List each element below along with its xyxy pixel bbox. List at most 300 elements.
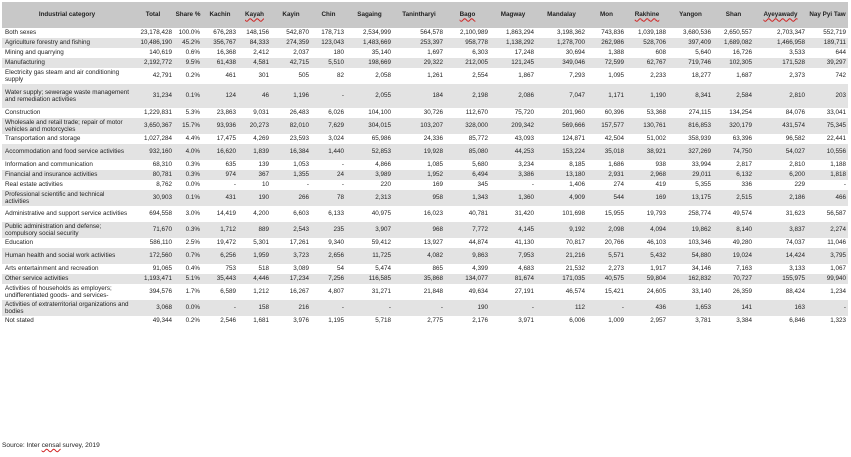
column-header-label: Mon (600, 11, 613, 19)
value-cell: 753 (202, 264, 238, 274)
value-cell: 1,229,831 (132, 108, 174, 118)
value-cell: - (587, 300, 626, 316)
value-cell: 635 (202, 160, 238, 170)
value-cell: 2,656 (311, 248, 346, 264)
value-cell: 528,706 (626, 38, 668, 48)
value-cell: 320,179 (713, 118, 754, 134)
column-header-label: Rakhine (634, 11, 660, 19)
value-cell: 46,574 (536, 284, 587, 300)
value-cell: 71,670 (132, 222, 174, 238)
value-cell: 54,027 (754, 144, 807, 160)
value-cell: 3,989 (346, 170, 393, 180)
column-header-label: Yangon (679, 11, 702, 19)
value-cell: 358,939 (668, 134, 713, 144)
value-cell: 1,278,700 (536, 38, 587, 48)
value-cell: 16,023 (393, 206, 445, 222)
value-cell: 158 (238, 300, 271, 316)
value-cell: 103,207 (393, 118, 445, 134)
value-cell: 1,697 (393, 48, 445, 58)
value-cell: 4,807 (311, 284, 346, 300)
table-row (2, 118, 848, 134)
column-header-label: Sagaing (357, 11, 382, 19)
value-cell: 2,086 (490, 84, 536, 108)
value-cell: 2,373 (754, 68, 807, 84)
value-cell: 9.5% (174, 58, 202, 68)
value-cell: 3,781 (668, 316, 713, 326)
column-header-label: Nay Pyi Taw (809, 11, 846, 19)
value-cell: 31,234 (132, 84, 174, 108)
value-cell: 5,301 (238, 238, 271, 248)
value-cell: 10,556 (807, 144, 848, 160)
value-cell: 189,711 (807, 38, 848, 48)
value-cell: 3,650,367 (132, 118, 174, 134)
value-cell: 2,412 (238, 48, 271, 58)
value-cell: 41,130 (490, 238, 536, 248)
value-cell: 9,192 (536, 222, 587, 238)
value-cell: 68,310 (132, 160, 174, 170)
column-header-label: Chin (321, 11, 336, 19)
column-header (393, 2, 445, 28)
value-cell: 85,080 (445, 144, 490, 160)
value-cell: 743,836 (587, 28, 626, 38)
column-header-label: Ayeyawady (763, 11, 798, 19)
value-cell: 212,005 (445, 58, 490, 68)
value-cell: 171,035 (536, 274, 587, 284)
table-row (2, 190, 848, 206)
value-cell: 3,384 (713, 316, 754, 326)
table-row (2, 108, 848, 118)
value-cell: 2,198 (445, 84, 490, 108)
value-cell: 1,009 (587, 316, 626, 326)
table-row (2, 316, 848, 326)
value-cell: 101,698 (536, 206, 587, 222)
value-cell: 33,140 (668, 284, 713, 300)
value-cell: 9,031 (238, 108, 271, 118)
value-cell: 124 (202, 84, 238, 108)
value-cell: 569,666 (536, 118, 587, 134)
value-cell: 356,767 (202, 38, 238, 48)
value-cell: 8,140 (713, 222, 754, 238)
value-cell: 7,772 (445, 222, 490, 238)
column-header (754, 2, 807, 28)
value-cell: 2,810 (754, 84, 807, 108)
value-cell: 552,719 (807, 28, 848, 38)
value-cell: 2,192,772 (132, 58, 174, 68)
value-cell: 26,359 (713, 284, 754, 300)
value-cell: 2,515 (713, 190, 754, 206)
value-cell: 1,952 (393, 170, 445, 180)
value-cell: 13,175 (668, 190, 713, 206)
value-cell: 1,839 (238, 144, 271, 160)
value-cell: 1,095 (587, 68, 626, 84)
value-cell: 63,396 (713, 134, 754, 144)
value-cell: 4,399 (445, 264, 490, 274)
column-header-label: Kachin (209, 11, 231, 19)
value-cell: - (311, 84, 346, 108)
value-cell: 65,986 (346, 134, 393, 144)
value-cell: 7,953 (490, 248, 536, 264)
value-cell: 171,528 (754, 58, 807, 68)
value-cell: 42,504 (587, 134, 626, 144)
value-cell: 201,960 (536, 108, 587, 118)
value-cell: 49,574 (713, 206, 754, 222)
value-cell: 155,975 (754, 274, 807, 284)
value-cell: 24,336 (393, 134, 445, 144)
value-cell: 35,140 (346, 48, 393, 58)
value-cell: 112 (536, 300, 587, 316)
value-cell: 3,133 (754, 264, 807, 274)
value-cell: 190 (238, 190, 271, 206)
value-cell: 5,474 (346, 264, 393, 274)
value-cell: 6,494 (445, 170, 490, 180)
value-cell: 4.0% (174, 144, 202, 160)
value-cell: 6,200 (754, 170, 807, 180)
table-row (2, 170, 848, 180)
value-cell: 16,368 (202, 48, 238, 58)
value-cell: 100.0% (174, 28, 202, 38)
value-cell: 1,039,188 (626, 28, 668, 38)
value-cell: 7,293 (536, 68, 587, 84)
column-header-label: Kayah (245, 11, 264, 19)
value-cell: 394,576 (132, 284, 174, 300)
category-cell: Arts entertainment and recreation (2, 264, 132, 274)
value-cell: 51,002 (626, 134, 668, 144)
value-cell: 84,076 (754, 108, 807, 118)
value-cell: 85,772 (445, 134, 490, 144)
value-cell: 13,927 (393, 238, 445, 248)
value-cell: 1,440 (311, 144, 346, 160)
value-cell: 70,727 (713, 274, 754, 284)
value-cell: 505 (271, 68, 311, 84)
value-cell: 31,420 (490, 206, 536, 222)
value-cell: 1,212 (238, 284, 271, 300)
value-cell: 345 (445, 180, 490, 190)
value-cell: 1,067 (807, 264, 848, 274)
category-cell: Construction (2, 108, 132, 118)
table-body (2, 28, 848, 326)
value-cell: 1,686 (587, 160, 626, 170)
column-header (132, 2, 174, 28)
value-cell: 40,975 (346, 206, 393, 222)
table-row (2, 28, 848, 38)
value-cell: 1,959 (238, 248, 271, 264)
value-cell: 75,345 (807, 118, 848, 134)
value-cell: 235 (311, 222, 346, 238)
source-prefix: Source: Inter (2, 442, 42, 449)
value-cell: - (490, 300, 536, 316)
value-cell: 20,273 (238, 118, 271, 134)
value-cell: 3,976 (271, 316, 311, 326)
category-cell: Electricity gas steam and air conditioning supply (2, 68, 132, 84)
value-cell: 542,870 (271, 28, 311, 38)
value-cell: 0.2% (174, 68, 202, 84)
value-cell: 162,832 (668, 274, 713, 284)
value-cell: - (807, 180, 848, 190)
value-cell: 0.2% (174, 316, 202, 326)
value-cell: 2,100,989 (445, 28, 490, 38)
table-row (2, 274, 848, 284)
value-cell: 5,355 (668, 180, 713, 190)
value-cell: 16,267 (271, 284, 311, 300)
value-cell: 17,475 (202, 134, 238, 144)
value-cell: 5,432 (626, 248, 668, 264)
column-header (490, 2, 536, 28)
value-cell: 2,817 (713, 160, 754, 170)
value-cell: 9,340 (311, 238, 346, 248)
value-cell: 6,603 (271, 206, 311, 222)
value-cell: 2,543 (271, 222, 311, 238)
value-cell: - (202, 180, 238, 190)
category-cell: Real estate activities (2, 180, 132, 190)
value-cell: 13,180 (536, 170, 587, 180)
table-row (2, 48, 848, 58)
value-cell: 23,178,428 (132, 28, 174, 38)
value-cell: 209,342 (490, 118, 536, 134)
value-cell: 53,368 (626, 108, 668, 118)
value-cell: 15.7% (174, 118, 202, 134)
value-cell: 5.1% (174, 274, 202, 284)
value-cell: 2,233 (626, 68, 668, 84)
table-row (2, 284, 848, 300)
category-cell: Human health and social work activities (2, 248, 132, 264)
column-header-label: Industrial category (38, 11, 96, 19)
value-cell: - (271, 180, 311, 190)
value-cell: 5.3% (174, 108, 202, 118)
value-cell: 61,438 (202, 58, 238, 68)
value-cell: 49,344 (132, 316, 174, 326)
value-cell: - (311, 300, 346, 316)
category-cell: Other service activities (2, 274, 132, 284)
table-row (2, 180, 848, 190)
value-cell: 2,703,347 (754, 28, 807, 38)
value-cell: 1,195 (311, 316, 346, 326)
value-cell: 2,037 (271, 48, 311, 58)
value-cell: 1,681 (238, 316, 271, 326)
value-cell: 336 (713, 180, 754, 190)
value-cell: 1,917 (626, 264, 668, 274)
value-cell: 16,726 (713, 48, 754, 58)
value-cell: 30,903 (132, 190, 174, 206)
value-cell: 121,245 (490, 58, 536, 68)
value-cell: 81,674 (490, 274, 536, 284)
value-cell: 431 (202, 190, 238, 206)
value-cell: 1,027,284 (132, 134, 174, 144)
value-cell: 8,341 (668, 84, 713, 108)
value-cell: 4,446 (238, 274, 271, 284)
value-cell: 19,024 (713, 248, 754, 264)
value-cell: 608 (626, 48, 668, 58)
value-cell: 1,712 (202, 222, 238, 238)
value-cell: 419 (626, 180, 668, 190)
value-cell: 198,669 (346, 58, 393, 68)
value-cell: 974 (202, 170, 238, 180)
value-cell: 148,156 (238, 28, 271, 38)
value-cell: 49,280 (713, 238, 754, 248)
value-cell: 431,574 (754, 118, 807, 134)
value-cell: 5,571 (587, 248, 626, 264)
value-cell: 184 (393, 84, 445, 108)
value-cell: 719,746 (668, 58, 713, 68)
value-cell: 1,234 (807, 284, 848, 300)
value-cell: 968 (393, 222, 445, 238)
value-cell: 4,866 (346, 160, 393, 170)
table-row (2, 144, 848, 160)
category-cell: Administrative and support service activities (2, 206, 132, 222)
value-cell: 15,955 (587, 206, 626, 222)
value-cell: 220 (346, 180, 393, 190)
value-cell: 29,011 (668, 170, 713, 180)
column-header (2, 2, 132, 28)
value-cell: 35,018 (587, 144, 626, 160)
value-cell: 19,862 (668, 222, 713, 238)
value-cell: 3,024 (311, 134, 346, 144)
value-cell: 5,640 (668, 48, 713, 58)
value-cell: 35,443 (202, 274, 238, 284)
value-cell: 1,818 (807, 170, 848, 180)
value-cell: 169 (393, 180, 445, 190)
value-cell: 253,397 (393, 38, 445, 48)
value-cell: 23,593 (271, 134, 311, 144)
value-cell: 17,248 (490, 48, 536, 58)
value-cell: 1,190 (626, 84, 668, 108)
value-cell: 54 (311, 264, 346, 274)
value-cell: 4.4% (174, 134, 202, 144)
value-cell: 304,015 (346, 118, 393, 134)
table-row (2, 58, 848, 68)
column-header (346, 2, 393, 28)
value-cell: 3,971 (490, 316, 536, 326)
value-cell: 1,867 (490, 68, 536, 84)
value-cell: 74,037 (754, 238, 807, 248)
value-cell: 1,193,471 (132, 274, 174, 284)
column-header (238, 2, 271, 28)
value-cell: 0.0% (174, 180, 202, 190)
category-cell: Both sexes (2, 28, 132, 38)
value-cell: 180 (311, 48, 346, 58)
value-cell: 2,058 (346, 68, 393, 84)
value-cell: 140,619 (132, 48, 174, 58)
value-cell: 72,599 (587, 58, 626, 68)
value-cell: 17,234 (271, 274, 311, 284)
value-cell: 31,623 (754, 206, 807, 222)
value-cell: 1,653 (668, 300, 713, 316)
value-cell: 190 (445, 300, 490, 316)
value-cell: 43,093 (490, 134, 536, 144)
value-cell: 694,558 (132, 206, 174, 222)
value-cell: 742 (807, 68, 848, 84)
value-cell: 3,089 (271, 264, 311, 274)
value-cell: 564,578 (393, 28, 445, 38)
table-row (2, 222, 848, 238)
value-cell: 3,723 (271, 248, 311, 264)
table-row (2, 264, 848, 274)
value-cell: 75,720 (490, 108, 536, 118)
value-cell: 7,047 (536, 84, 587, 108)
category-cell: Financial and insurance activities (2, 170, 132, 180)
value-cell: 3,837 (754, 222, 807, 238)
value-cell: 91,065 (132, 264, 174, 274)
source-note (2, 442, 100, 449)
value-cell: 4,581 (238, 58, 271, 68)
value-cell: - (202, 300, 238, 316)
column-header (536, 2, 587, 28)
value-cell: 14,424 (754, 248, 807, 264)
value-cell: 1,196 (271, 84, 311, 108)
value-cell: 3,533 (754, 48, 807, 58)
value-cell: 26,483 (271, 108, 311, 118)
value-cell: 2,186 (754, 190, 807, 206)
column-header-label: Kayin (282, 11, 300, 19)
value-cell: 42,791 (132, 68, 174, 84)
value-cell: 2,274 (807, 222, 848, 238)
value-cell: - (807, 300, 848, 316)
value-cell: 56,587 (807, 206, 848, 222)
value-cell: 59,804 (626, 274, 668, 284)
category-cell: Wholesale and retail trade; repair of motor vehicles and motorcycles (2, 118, 132, 134)
value-cell: - (490, 180, 536, 190)
value-cell: 889 (238, 222, 271, 238)
value-cell: 19,472 (202, 238, 238, 248)
value-cell: 93,936 (202, 118, 238, 134)
value-cell: 676,283 (202, 28, 238, 38)
value-cell: 104,100 (346, 108, 393, 118)
value-cell: 1.7% (174, 284, 202, 300)
column-header (668, 2, 713, 28)
value-cell: 17,261 (271, 238, 311, 248)
value-cell: 40,575 (587, 274, 626, 284)
value-cell: 19,928 (393, 144, 445, 160)
value-cell: 9,863 (445, 248, 490, 264)
value-cell: 153,224 (536, 144, 587, 160)
value-cell: 1,355 (271, 170, 311, 180)
value-cell: 301 (238, 68, 271, 84)
value-cell: 80,781 (132, 170, 174, 180)
value-cell: 1,343 (445, 190, 490, 206)
value-cell: 124,871 (536, 134, 587, 144)
value-cell: 3.0% (174, 206, 202, 222)
value-cell: 6,589 (202, 284, 238, 300)
value-cell: 0.6% (174, 48, 202, 58)
column-header (174, 2, 202, 28)
value-cell: 21,532 (536, 264, 587, 274)
value-cell: 1,171 (587, 84, 626, 108)
value-cell: 134,077 (445, 274, 490, 284)
value-cell: 2,775 (393, 316, 445, 326)
value-cell: 134,254 (713, 108, 754, 118)
table-row (2, 160, 848, 170)
value-cell: 33,994 (668, 160, 713, 170)
value-cell: 99,940 (807, 274, 848, 284)
value-cell: 958 (393, 190, 445, 206)
table-header-row (2, 2, 848, 28)
value-cell: 112,670 (445, 108, 490, 118)
value-cell: - (311, 160, 346, 170)
value-cell: 45.2% (174, 38, 202, 48)
value-cell: 29,322 (393, 58, 445, 68)
value-cell: 2,273 (587, 264, 626, 274)
value-cell: 102,305 (713, 58, 754, 68)
value-cell: 3,234 (490, 160, 536, 170)
category-cell: Accommodation and food service activities (2, 144, 132, 160)
value-cell: 2,313 (346, 190, 393, 206)
table-row (2, 248, 848, 264)
value-cell: 11,046 (807, 238, 848, 248)
value-cell: 16,620 (202, 144, 238, 160)
column-header (445, 2, 490, 28)
value-cell: 3,680,536 (668, 28, 713, 38)
column-header-label: Tanintharyi (402, 11, 436, 19)
value-cell: 0.7% (174, 248, 202, 264)
